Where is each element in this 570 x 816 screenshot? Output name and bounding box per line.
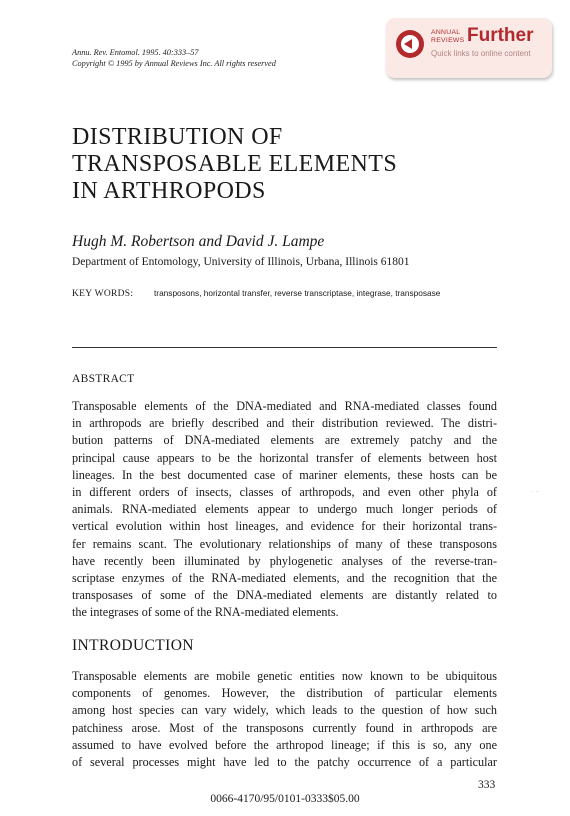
citation-line: Annu. Rev. Entomol. 1995. 40:333–57 — [72, 48, 199, 57]
abstract-line: fer remains scant. The evolutionary relationships of many of these transposons — [72, 536, 497, 551]
abstract-line: transposases of some of the DNA-mediated elements are distantly related to — [72, 588, 497, 603]
abstract-line: animals. RNA-mediated elements appear to undergo much longer periods of — [72, 502, 497, 517]
abstract-body — [72, 398, 497, 621]
introduction-body — [72, 668, 497, 771]
further-wordmark: Further — [467, 25, 534, 46]
margin-mark: · - — [531, 487, 539, 496]
abstract-line: scriptase enzymes of the RNA-mediated elements, and the recognition that the — [72, 570, 497, 585]
introduction-heading: INTRODUCTION — [72, 637, 194, 654]
footer-code: 0066-4170/95/0101-0333$05.00 — [210, 793, 360, 805]
copyright-line: Copyright © 1995 by Annual Reviews Inc. All rights reserved — [72, 59, 276, 68]
annual-reviews-brand: ANNUAL REVIEWS — [431, 29, 465, 44]
keywords-value: transposons, horizontal transfer, reverse transcriptase, integrase, transposase — [154, 288, 441, 298]
page-number: 333 — [478, 779, 496, 791]
section-divider — [72, 347, 497, 348]
affiliation: Department of Entomology, University of Illinois, Urbana, Illinois 61801 — [72, 256, 410, 268]
abstract-line: vertical evolution within host lineages, and evidence for their horizontal trans- — [72, 519, 497, 534]
abstract-line: lineages. In the best documented case of mariner elements, these hosts can be — [72, 467, 497, 482]
keywords — [72, 288, 440, 299]
abstract-line: bution patterns of DNA-mediated elements are extremely patchy and the — [72, 433, 497, 448]
introduction-line: of several processes might have led to the patchy occurrence of a particular — [72, 754, 497, 769]
introduction-line: among host species can vary widely, which leads to the question of how such — [72, 703, 497, 718]
abstract-line: Transposable elements of the DNA-mediated and RNA-mediated classes found — [72, 399, 497, 413]
further-links-button[interactable] — [386, 18, 552, 78]
article-title — [72, 124, 502, 205]
abstract-line: in arthropods are briefly described and their distribution reviewed. The distri- — [72, 416, 497, 431]
further-tagline: Quick links to online content — [431, 49, 531, 58]
play-back-circle-icon — [396, 30, 424, 58]
authors: Hugh M. Robertson and David J. Lampe — [72, 233, 325, 250]
introduction-line: assumed to have evolved before the arthropod lineage; if this is so, any one — [72, 737, 497, 752]
abstract-line: in different orders of insects, classes of arthropods, and even other phyla of — [72, 484, 497, 499]
abstract-line: principal cause appears to be the horizontal transfer of elements between host — [72, 450, 497, 465]
journal-citation — [72, 47, 372, 69]
title-line: TRANSPOSABLE ELEMENTS — [72, 151, 398, 177]
title-line: IN ARTHROPODS — [72, 178, 266, 204]
abstract-line: the integrases of some of the RNA-mediated elements. — [72, 605, 339, 620]
keywords-label: KEY WORDS: — [72, 289, 134, 299]
introduction-line: components of genomes. However, the distribution of particular elements — [72, 686, 497, 701]
introduction-line: Transposable elements are mobile genetic entities now known to be ubiquitous — [72, 669, 497, 683]
abstract-heading: ABSTRACT — [72, 373, 135, 385]
title-line: DISTRIBUTION OF — [72, 124, 283, 150]
abstract-line: have recently been illuminated by phylogenetic analyses of the reverse-tran- — [72, 553, 497, 568]
introduction-line: patchiness arose. Most of the transposons currently found in arthropods are — [72, 720, 497, 735]
